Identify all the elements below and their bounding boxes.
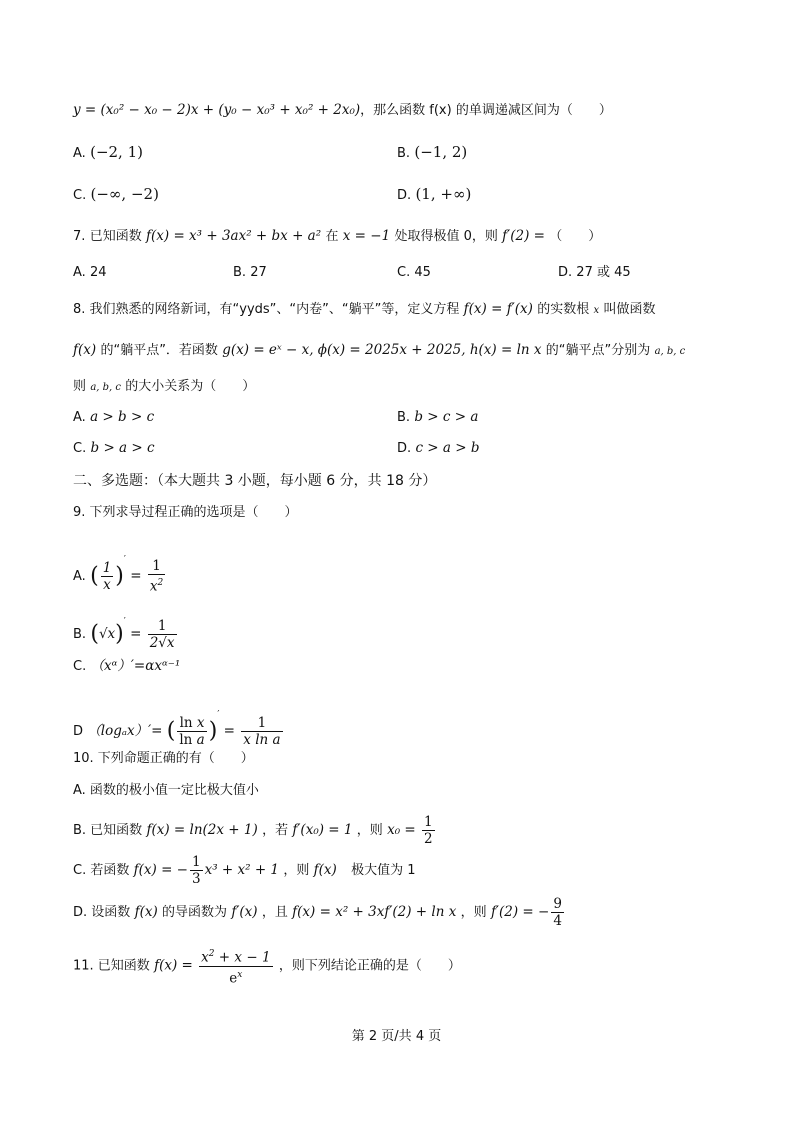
- q9-option-d[interactable]: D （logₐx）′= ( $\frac{\text{ln x}}{\text{ln a}}$ )′ = $\frac{1}{\text{x ln a}}$: [73, 710, 281, 748]
- q8-stem-line1: 8. 我们熟悉的网络新词，有“yyds”、“内卷”、“躺平”等，定义方程 f(x) = f′(x) 的实数根 x 叫做函数: [73, 301, 656, 317]
- q8-stem-line2: f(x) 的“躺平点”．若函数 g(x) = eˣ − x, ϕ(x) = 2025x + 2025, h(x) = ln x 的“躺平点”分别为 a, b, c: [73, 342, 686, 358]
- q7-option-d[interactable]: D. 27 或 45: [558, 265, 631, 280]
- q6-option-c[interactable]: C. (−∞, −2): [73, 185, 159, 203]
- q7-option-c[interactable]: C. 45: [397, 265, 431, 280]
- q7-option-b[interactable]: B. 27: [233, 265, 267, 280]
- q8-stem-line3: 则 a, b, c 的大小关系为（ ）: [73, 379, 256, 394]
- q6-option-a-value: (−2, 1): [90, 143, 143, 161]
- q10-option-a[interactable]: A. 函数的极小值一定比极大值小: [73, 783, 259, 798]
- section-2-heading: 二、多选题：（本大题共 3 小题，每小题 6 分，共 18 分）: [73, 473, 437, 489]
- q9-option-c[interactable]: C. （xᵅ）′=αxᵅ⁻¹: [73, 658, 181, 674]
- q9-option-a[interactable]: A. ( $\frac{1}{x}$ )′ = $\frac{1}{x^2}$: [73, 555, 164, 595]
- page-footer: 第 2 页/共 4 页: [351, 1029, 442, 1044]
- q10-option-c[interactable]: C. 若函数 f(x) = − $\frac{1}{3}$ x³ + x² + 1 ，则 f(x) 极大值为 1: [73, 854, 416, 887]
- q7-ask: f′(2) =: [502, 228, 545, 244]
- q6-option-a[interactable]: A. (−2, 1): [73, 143, 143, 161]
- q6-question-text: ，那么函数 f(x) 的单调递减区间为（ ）: [360, 103, 612, 118]
- q11-stem: 11. 已知函数 f(x) = $\frac{x^2 + x - 1}{e^x}$ ，则下列结论正确的是（ ）: [73, 946, 461, 982]
- q7-condition: x = −1: [342, 228, 391, 244]
- q8-option-b[interactable]: B. b > c > a: [397, 409, 479, 425]
- q9-option-c-formula: （xᵅ）′=αxᵅ⁻¹: [90, 658, 181, 674]
- q6-tangent-equation: y = (x₀² − x₀ − 2)x + (y₀ − x₀³ + x₀² + 2x₀): [73, 102, 361, 118]
- q10-option-d[interactable]: D. 设函数 f(x) 的导函数为 f′(x) ，且 f(x) = x² + 3xf′(2) + ln x ，则 f′(2) = − $\frac{9}{4}$: [73, 896, 562, 929]
- q9-option-b[interactable]: B. (√x)′ = $\frac{1}{2√x}$: [73, 617, 175, 651]
- q6-option-b-value: (−1, 2): [414, 143, 468, 161]
- q7-stem: 7. 已知函数 f(x) = x³ + 3ax² + bx + a² 在 x = −1 处取得极值 0，则 f′(2) = （ ）: [73, 228, 602, 244]
- q8-definition-equation: f(x) = f′(x): [463, 301, 533, 317]
- q9-stem: 9. 下列求导过程正确的选项是（ ）: [73, 505, 298, 520]
- q6-option-d-value: (1, +∞): [415, 185, 472, 203]
- q8-functions: g(x) = eˣ − x, ϕ(x) = 2025x + 2025, h(x) = ln x: [222, 342, 542, 358]
- q8-option-a[interactable]: A. a > b > c: [73, 409, 155, 425]
- q8-option-c[interactable]: C. b > a > c: [73, 440, 155, 456]
- q6-option-b[interactable]: B. (−1, 2): [397, 143, 468, 161]
- q6-tail-line: [73, 100, 612, 121]
- q10-stem: 10. 下列命题正确的有（ ）: [73, 751, 254, 766]
- q6-option-d[interactable]: D. (1, +∞): [397, 185, 472, 203]
- q7-function: f(x) = x³ + 3ax² + bx + a²: [146, 228, 322, 244]
- q10-option-b[interactable]: B. 已知函数 f(x) = ln(2x + 1) ，若 f′(x₀) = 1 ，则 x₀ = $\frac{1}{2}$: [73, 814, 433, 847]
- q6-option-c-value: (−∞, −2): [90, 185, 159, 203]
- q8-option-d[interactable]: D. c > a > b: [397, 440, 480, 456]
- q7-option-a[interactable]: A. 24: [73, 265, 107, 280]
